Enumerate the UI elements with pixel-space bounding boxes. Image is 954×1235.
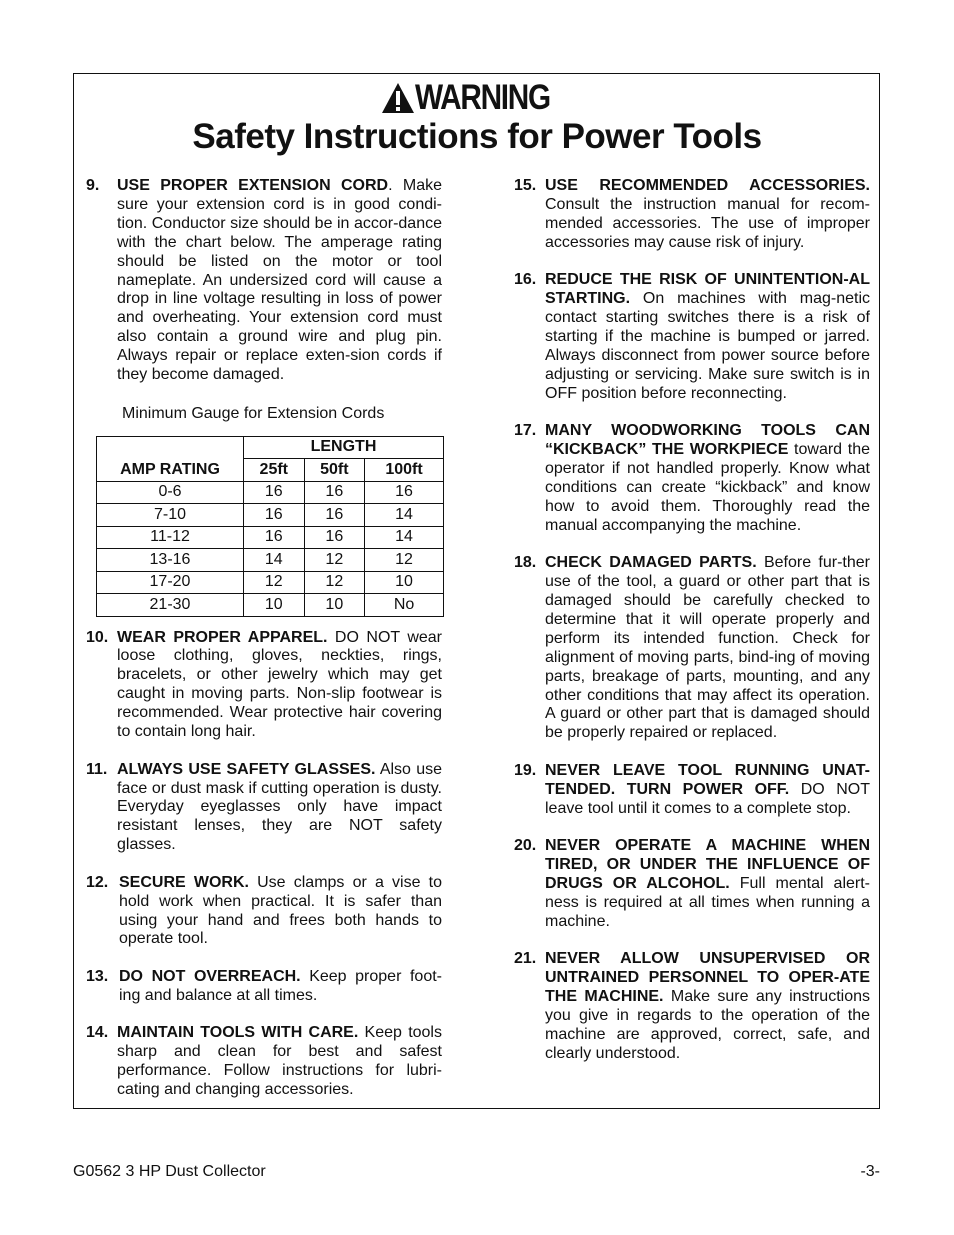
amp-rating-header: AMP RATING [97, 436, 244, 481]
list-item: 15. USE RECOMMENDED ACCESSORIES. Consult the instruction manual for recom-mended accessories. The use of improper accessories may cause risk of injury. [514, 177, 870, 251]
list-item: 18. CHECK DAMAGED PARTS. Before fur-ther use of the tool, a guard or other part that is damaged should be carefully checked to determine that it will operate properly and perform its intended function. Check for alignment of moving parts, bind-ing of moving parts, breakage of parts, mounting, and any other conditions that may affect its operation. A guard or other part that is damaged should be properly repaired or replaced. [514, 554, 870, 742]
length-col-header: 100ft [365, 459, 444, 482]
warning-word: WARNING [414, 78, 550, 117]
list-item: 14. MAINTAIN TOOLS WITH CARE. Keep tools sharp and clean for best and safest performance. Follow instructions for lubri-cating and changing accessories. [86, 1024, 442, 1099]
right-column [514, 177, 870, 1082]
list-item: 21. NEVER ALLOW UNSUPERVISED OR UNTRAINED PERSONNEL TO OPER-ATE THE MACHINE. Make sure any instructions you give in regards to the operation of the machine are approved, correct, safe, and clearly understood. [514, 950, 870, 1062]
table-row: 7-10 16 16 14 [97, 504, 444, 527]
table-row: 11-12 16 16 14 [97, 526, 444, 549]
list-item: 20. NEVER OPERATE A MACHINE WHEN TIRED, OR UNDER THE INFLUENCE OF DRUGS OR ALCOHOL. Full mental alert-ness is required at all times when running a machine. [514, 837, 871, 930]
list-item: 12. SECURE WORK. Use clamps or a vise to hold work when practical. It is safer than using your hand and frees both hands to operate tool. [86, 873, 442, 948]
length-header: LENGTH [244, 436, 444, 459]
list-item: 10. WEAR PROPER APPAREL. DO NOT wear loose clothing, gloves, neckties, rings, bracelets, or other jewelry which may get caught in moving parts. Non-slip footwear is recommended. Wear protective hair covering to contain long hair. [86, 628, 443, 741]
table-row: 17-20 12 12 10 [97, 571, 444, 594]
list-item: 17. MANY WOODWORKING TOOLS CAN “KICKBACK” THE WORKPIECE toward the operator if not handled properly. Know what conditions can create “kickback” and know how to avoid them. Thoroughly read the manual accompanying the machine. [514, 422, 871, 534]
table-row: 21-30 10 10 No [97, 594, 444, 617]
list-item: 11. ALWAYS USE SAFETY GLASSES. Also use face or dust mask if cutting operation is dusty. Everyday eyeglasses only have impact resistant lenses, they are NOT safety glasses. [86, 760, 442, 854]
list-item: 19. NEVER LEAVE TOOL RUNNING UNAT-TENDED. TURN POWER OFF. DO NOT leave tool until it comes to a complete stop. [514, 761, 871, 817]
list-item: 13. DO NOT OVERREACH. Keep proper foot-ing and balance at all times. [86, 967, 443, 1004]
warning-triangle-icon [381, 82, 415, 114]
footer-model: G0562 3 HP Dust Collector [73, 1163, 266, 1180]
warning-heading [0, 78, 954, 118]
table-row: 0-6 16 16 16 [97, 481, 444, 504]
page-title: Safety Instructions for Power Tools [192, 117, 762, 156]
length-col-header: 50ft [304, 459, 365, 482]
table-row: 13-16 14 12 12 [97, 549, 444, 572]
length-col-header: 25ft [244, 459, 305, 482]
table-caption: Minimum Gauge for Extension Cords [122, 404, 385, 422]
list-item: 9. USE PROPER EXTENSION CORD. Make sure your extension cord is in good condi-tion. Conductor size should be in accor-dance with the chart below. The amperage rating should be listed on the motor or tool nameplate. An undersized cord will cause a drop in line voltage resulting in loss of power and overheating. Your extension cord must also contain a ground wire and plug pin. Always repair or replace exten-sion cords if they become damaged. [86, 177, 443, 384]
list-item: 16. REDUCE THE RISK OF UNINTENTION-AL STARTING. On machines with mag-netic contact starting switches there is a risk of starting if the machine is bumped or jarred. Always disconnect from power source before adjusting or servicing. Make sure switch is in OFF position before reconnecting. [514, 271, 870, 402]
extension-cord-gauge-table [96, 436, 444, 617]
page-number: -3- [860, 1163, 880, 1180]
left-column [86, 177, 442, 1119]
